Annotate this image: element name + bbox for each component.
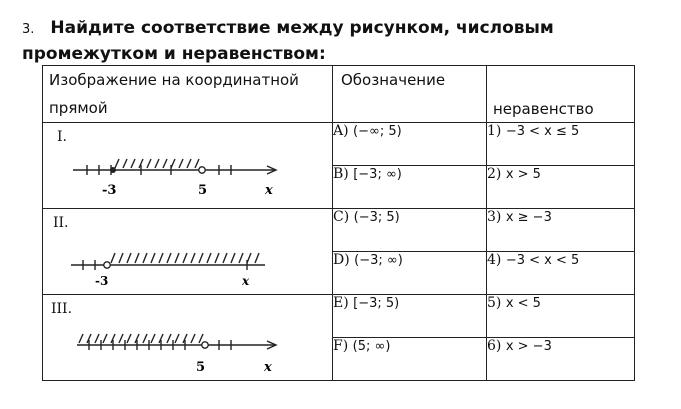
inequality-1 [487,123,635,166]
header-inequality: неравенство [487,66,635,123]
header-picture: Изображение на координатной прямой [43,66,333,123]
notation-E [333,295,487,338]
inequality-6 [487,338,635,381]
inequality-expr: x > 5 [505,167,541,182]
number-line-2 [43,209,333,295]
matching-table [42,65,635,381]
notation-interval: [−3; 5) [353,296,400,311]
inequality-expr: −3 < x < 5 [505,253,580,268]
inequality-num: 4) [487,252,502,268]
notation-B [333,166,487,209]
picture-cell-1 [43,123,333,209]
task-title [22,16,677,66]
inequality-5 [487,295,635,338]
notation-letter: B) [333,166,349,182]
tick-label: -3 [102,183,117,198]
axis-label: x [242,274,250,288]
notation-letter: C) [333,209,350,225]
notation-letter: E) [333,295,349,311]
notation-interval: (−3; ∞) [354,253,403,268]
inequality-4 [487,252,635,295]
notation-letter: A) [333,123,349,139]
notation-interval: (−3; 5) [353,210,400,225]
inequality-3 [487,209,635,252]
inequality-num: 6) [487,338,502,354]
notation-A [333,123,487,166]
number-line-1 [43,123,333,209]
inequality-num: 1) [487,123,502,139]
axis-label: x [265,183,273,198]
picture-cell-2 [43,209,333,295]
notation-interval: [−3; ∞) [353,167,402,182]
inequality-expr: x ≥ −3 [505,210,552,225]
picture-label: III. [51,301,73,317]
number-line-3 [43,295,333,381]
tick-label: -3 [95,274,109,288]
inequality-expr: x > −3 [505,339,552,354]
notation-C [333,209,487,252]
inequality-expr: x < 5 [505,296,541,311]
inequality-expr: −3 < x ≤ 5 [505,124,580,139]
picture-label: II. [53,215,69,231]
notation-letter: F) [333,338,349,354]
picture-label: I. [57,129,67,145]
notation-interval: (−∞; 5) [353,124,402,139]
inequality-num: 5) [487,295,502,311]
notation-D [333,252,487,295]
axis-label: x [264,360,272,375]
task-text: Найдите соответствие между рисунком, числовым промежутком и неравенством: [22,18,554,64]
notation-F [333,338,487,381]
tick-label: 5 [196,360,206,375]
inequality-num: 3) [487,209,502,225]
tick-label: 5 [198,183,208,198]
inequality-2 [487,166,635,209]
task-number: 3. [22,22,35,37]
inequality-num: 2) [487,166,502,182]
notation-interval: (5; ∞) [352,339,391,354]
picture-cell-3 [43,295,333,381]
header-row [43,66,635,123]
notation-letter: D) [333,252,350,268]
header-notation: Обозначение [333,66,487,123]
